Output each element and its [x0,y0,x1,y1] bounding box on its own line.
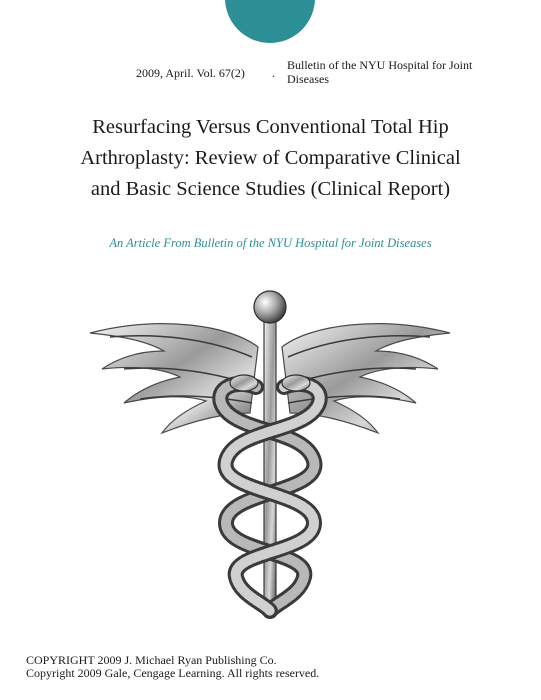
right-snake-head [282,375,310,391]
journal-name: Bulletin of the NYU Hospital for Joint Diseases [287,58,473,86]
date-volume: 2009, April. Vol. 67(2) [136,66,245,80]
caduceus-icon [80,285,460,625]
copyright-line-1: COPYRIGHT 2009 J. Michael Ryan Publishing Co. [26,653,277,667]
meta-separator: . [272,66,275,80]
title-line-2: Arthroplasty: Review of Comparative Clinical [80,147,461,169]
staff-orb [254,291,286,323]
left-snake-head [230,375,258,391]
copyright-line-2: Copyright 2009 Gale, Cengage Learning. All rights reserved. [26,666,320,680]
title-line-3: and Basic Science Studies (Clinical Report) [90,178,451,200]
title-line-1: Resurfacing Versus Conventional Total Hip [92,116,449,138]
article-source: An Article From Bulletin of the NYU Hospital for Joint Diseases [109,236,432,250]
publication-meta [0,58,541,92]
article-title [40,112,501,205]
top-accent-circle [225,0,315,43]
copyright-footer [26,654,319,680]
